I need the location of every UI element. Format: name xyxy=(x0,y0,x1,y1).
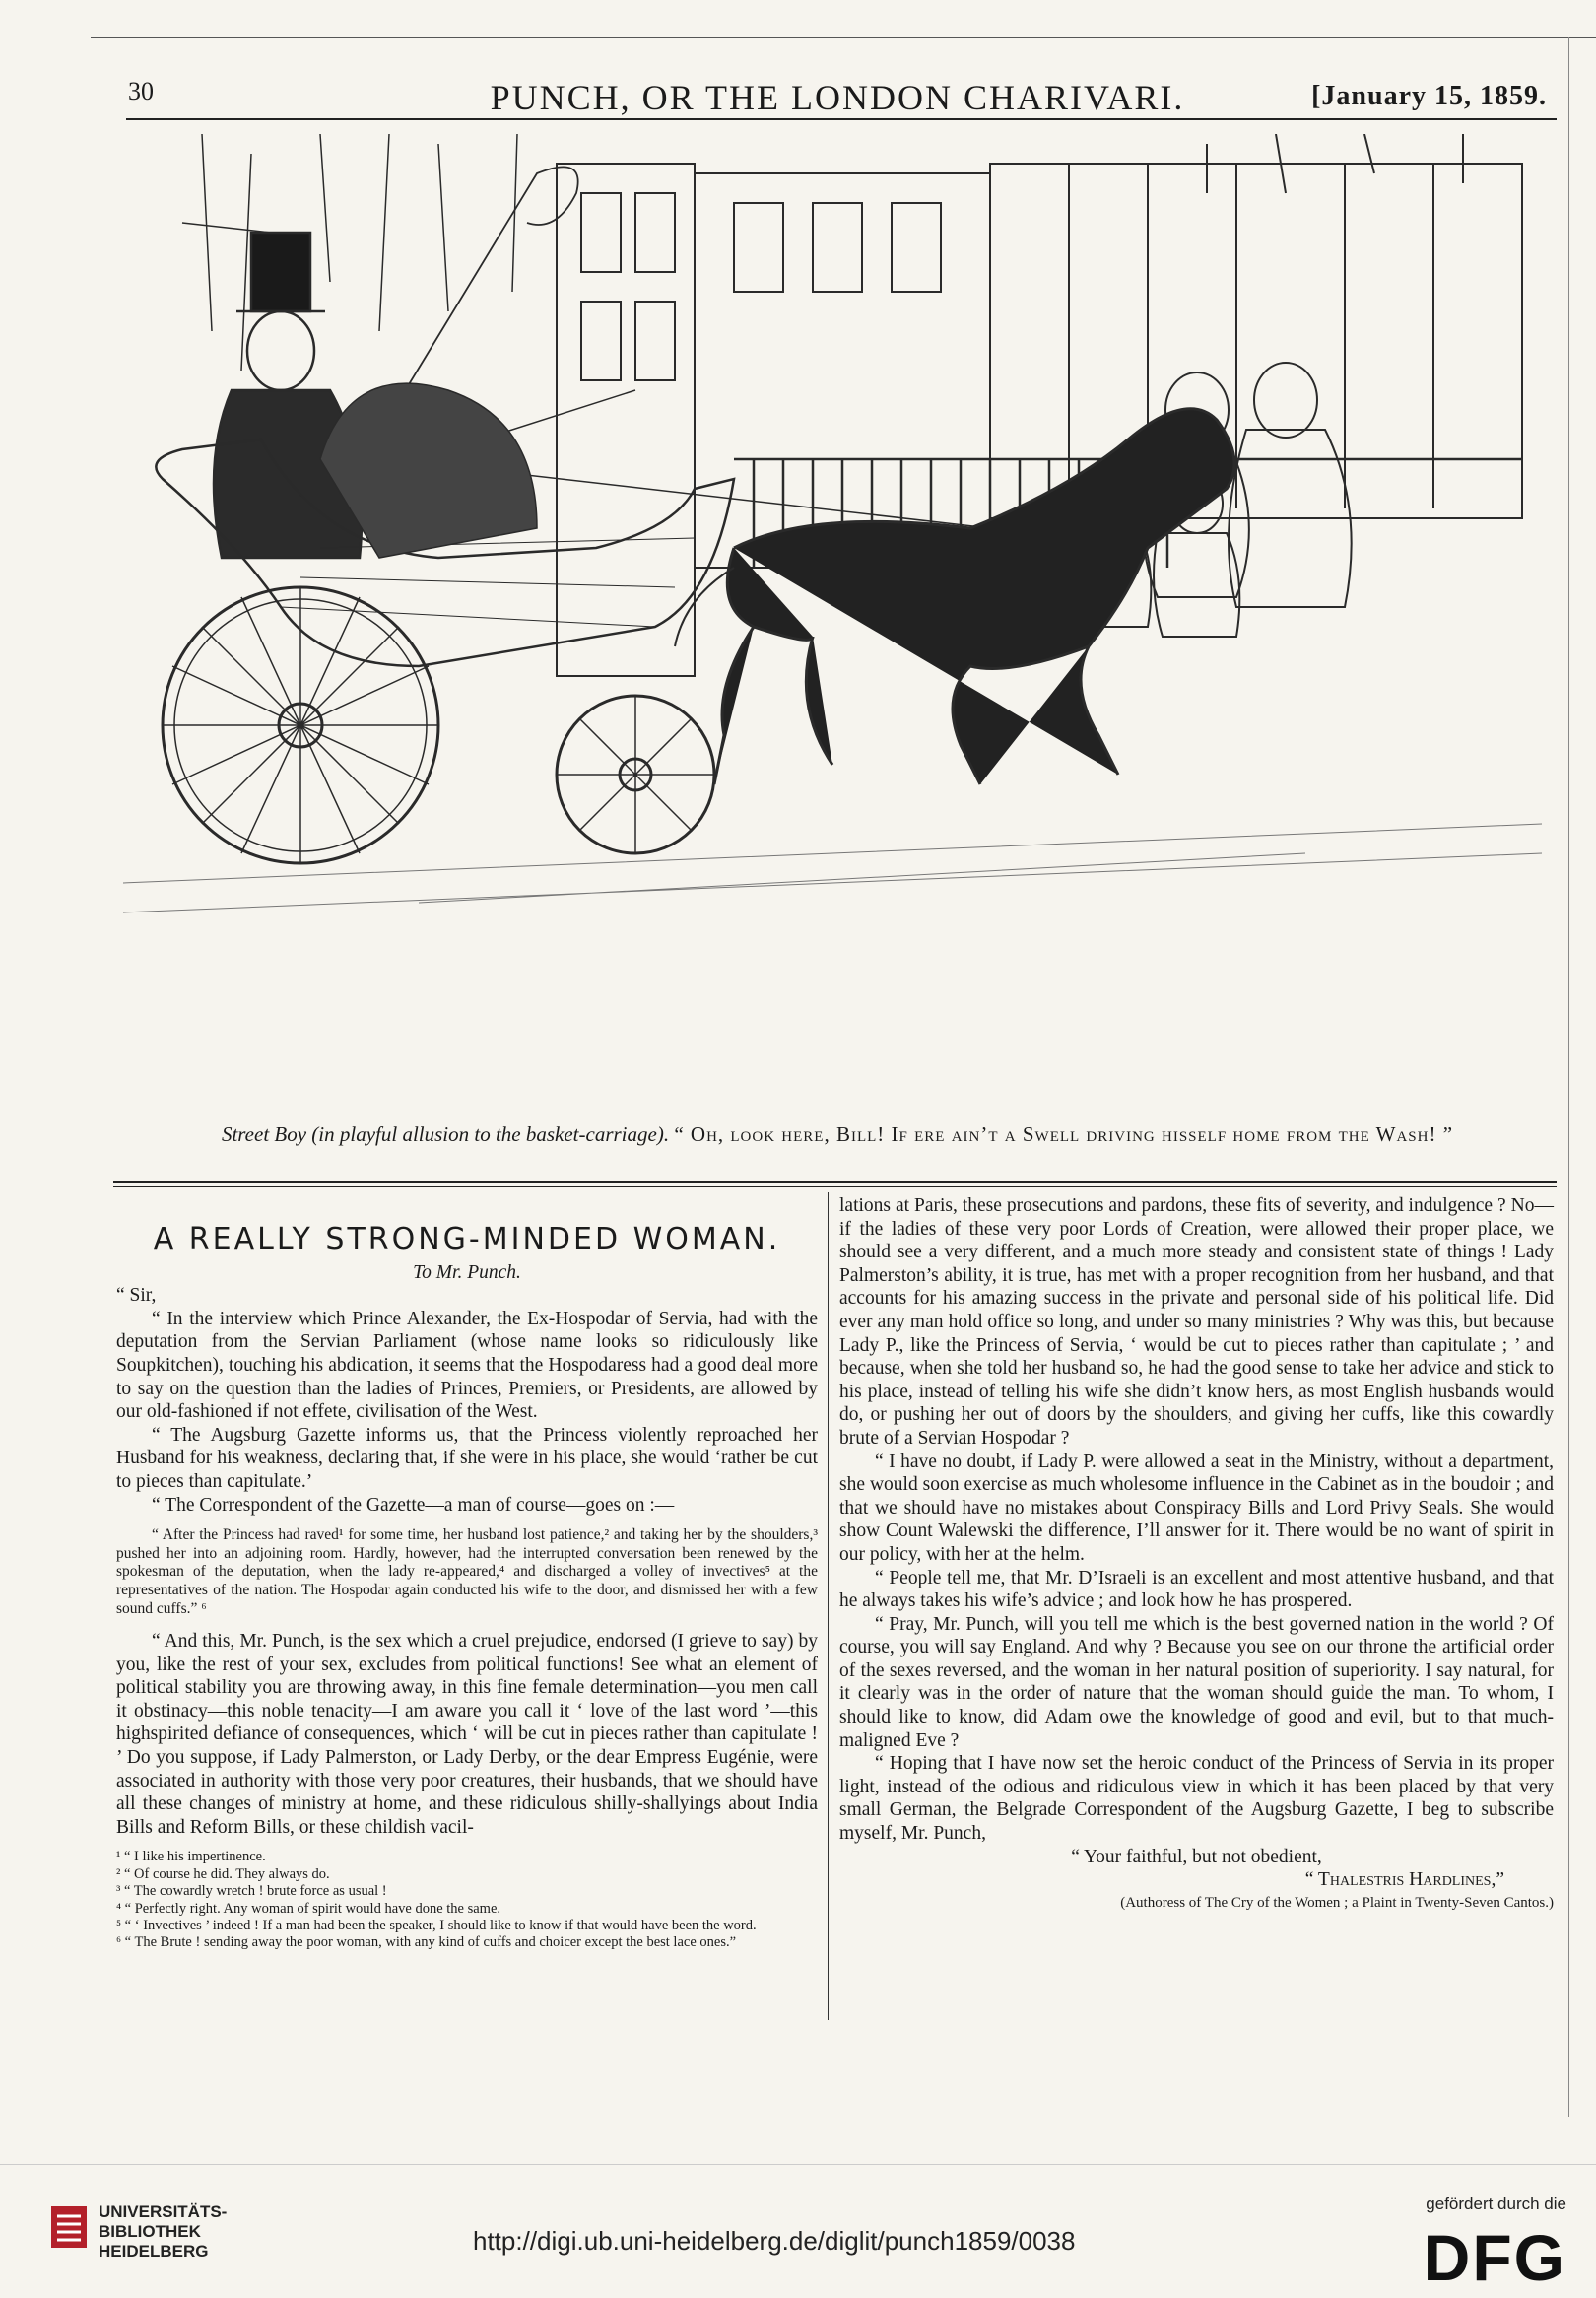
quotation-block: “ After the Princess had raved¹ for some time, her husband lost patience,² and taking her by the shoulders,³ pushed her into an adjoining room. Hardly, however, had the interrupted conversation been renewed by the spokesman of the deputation, when the lady re-appeared,⁴ and discharged a volley of invectives⁵ at the representatives of the nation. The Hospodar again conducted his wife to the door, and dismissed her with a few sound cuffs.” ⁶ xyxy=(116,1526,818,1617)
paragraph: “ The Correspondent of the Gazette—a man of course—goes on :— xyxy=(152,1494,675,1516)
heidelberg-library-logo-icon xyxy=(49,2204,89,2250)
authoress-note: (Authoress of The Cry of the Women ; a Plaint in Twenty-Seven Cantos.) xyxy=(1120,1894,1554,1911)
ground-hatching xyxy=(123,824,1542,912)
caption-quote: “ Oh, look here, Bill! If ere ain’t a Swell driving hisself home from the Wash! ” xyxy=(674,1122,1454,1146)
issue-date: [January 15, 1859. xyxy=(1311,81,1547,111)
section-rule-thin xyxy=(113,1186,1557,1187)
footnote: ³ “ The cowardly wretch ! brute force as usual ! xyxy=(116,1883,387,1900)
paragraph: “ Pray, Mr. Punch, will you tell me which is the best governed nation in the world ? Of course, you will say England. And why ? Because you see on our throne the artificial order of the sexes reversed, and the woman in her natural position of superiority. I say natural, for it clearly was in the order of nature that the woman should guide the man. To whom, I should like to know, did Adam owe the knowledge of good and evil, but to that much-maligned Eve ? xyxy=(839,1613,1554,1751)
illustration-basket-carriage xyxy=(123,134,1542,1110)
large-wheel xyxy=(163,587,438,863)
footnote: ¹ “ I like his impertinence. xyxy=(116,1849,266,1865)
column-rule xyxy=(828,1192,829,2020)
signoff: “ Your faithful, but not obedient, xyxy=(1071,1846,1322,1867)
section-rule xyxy=(113,1181,1557,1183)
small-wheel xyxy=(557,696,714,853)
footnote: ⁴ “ Perfectly right. Any woman of spirit would have done the same. xyxy=(116,1900,501,1917)
paragraph: “ People tell me, that Mr. D’Israeli is an excellent and most attentive husband, and that he always takes his wife’s advice ; and look how he has prospered. xyxy=(839,1567,1554,1612)
paragraph: “ In the interview which Prince Alexander, the Ex-Hospodar of Servia, had with the deputation from the Servian Parliament (whose name looks so ridiculously like Soupkitchen), touching his abdication, it seems that the Hospodaress had a good deal more to say on the question than the ladies of Princes, Premiers, or Presidents, are allowed by our old-fashioned if not effete, civilisation of the West. xyxy=(116,1308,818,1423)
caption-prefix: Street Boy (in playful allusion to the basket-carriage). xyxy=(221,1122,670,1146)
paragraph: “ I have no doubt, if Lady P. were allowed a seat in the Ministry, without a department, she would soon exercise as much wholesome influence in the Cabinet as in the boudoir ; and that we should have no mistakes about Conspiracy Bills and Lord Privy Seals. She would show Count Walewski the difference, I’ll answer for it. There would be no want of spirit in our policy, with her at the helm. xyxy=(839,1451,1554,1565)
paragraph: “ The Augsburg Gazette informs us, that the Princess violently reproached her Husband for his weakness, declaring that, if she were in his place, she would ‘rather be cut to pieces than capitulate.’ xyxy=(116,1424,818,1492)
library-name xyxy=(99,2202,227,2262)
article-left-column xyxy=(116,1194,818,1952)
paragraph: “ Hoping that I have now set the heroic conduct of the Princess of Servia in its proper light, instead of the odious and ridiculous view in which it has been placed by that very small German, the Belgrade Correspondent of the Augsburg Gazette, I beg to subscribe myself, Mr. Punch, xyxy=(839,1753,1554,1845)
masthead: PUNCH, OR THE LONDON CHARIVARI. xyxy=(490,78,1185,117)
permalink-url[interactable]: http://digi.ub.uni-heidelberg.de/diglit/punch1859/0038 xyxy=(473,2226,1076,2256)
paragraph: lations at Paris, these prosecutions and pardons, these fits of severity, and indulgence ? No—if the ladies of these very poor Lords of Creation, were allowed their proper place, we should see a very different, and a much more steady and consistent state of things ! Lady Palmerston’s ability, it is true, has met with a proper recognition from her husband, and that accounts for his amazing success in the private and personal side of his political life. Did ever any man hold office so long, and under so many ministries ? Why was this, but because Lady P., like the Princess of Servia, ‘ would be cut to pieces rather than capitulate ; ’ and because, when she told her husband so, he had the good sense to take her advice and stick to his place, instead of telling his wife she didn’t know hers, as most English husbands would do, or pushing her out of doors by the shoulders, and giving her cuffs, like this cowardly brute of a Servian Hospodar ? xyxy=(839,1195,1554,1449)
header-rule xyxy=(126,118,1557,120)
left-scenery xyxy=(182,134,517,371)
digitization-footer xyxy=(0,2164,1596,2298)
footnote: ² “ Of course he did. They always do. xyxy=(116,1865,330,1882)
gutter-rule xyxy=(1568,37,1569,2117)
signature: “ Thalestris Hardlines,” xyxy=(1304,1869,1504,1891)
library-name-line: BIBLIOTHEK xyxy=(99,2222,201,2241)
footnote: ⁵ “ ‘ Invectives ’ indeed ! If a man had been the speaker, I should like to know if that would have been the word. xyxy=(116,1918,757,1934)
page-number: 30 xyxy=(128,77,154,105)
dfg-logo: DFG xyxy=(1423,2221,1566,2294)
footnotes xyxy=(116,1849,818,1951)
library-name-line: HEIDELBERG xyxy=(99,2242,209,2261)
footnote: ⁶ “ The Brute ! sending away the poor woman, with any kind of cuffs and choicer except the best lace ones.” xyxy=(116,1934,737,1951)
article-right-column xyxy=(839,1194,1554,1915)
funding-note: gefördert durch die xyxy=(1426,2195,1566,2213)
running-head xyxy=(128,77,1547,117)
addressee: To Mr. Punch. xyxy=(413,1261,521,1283)
paragraph: “ And this, Mr. Punch, is the sex which a cruel prejudice, endorsed (I grieve to say) by you, like the rest of your sex, excludes from political functions! See what an element of political stability you are throwing away, in this fine female determination—you men call it obstinacy—this noble tenacity—I am aware you call it ‘ love of the last word ’—this highspirited defiance of consequences, which ‘ will be cut in pieces rather than capitulate ! ’ Do you suppose, if Lady Palmerston, or Lady Derby, or the dear Empress Eugénie, were associated in authority with those very poor creatures, their husbands, that we should have all these changes of ministry at home, and these ridiculous shilly-shallyings about India Bills and Reform Bills, or these childish vacil- xyxy=(116,1631,818,1838)
illustration-caption xyxy=(177,1119,1497,1149)
library-name-line: UNIVERSITÄTS- xyxy=(99,2202,228,2221)
salutation: “ Sir, xyxy=(116,1285,157,1307)
article-title: A REALLY STRONG-MINDED WOMAN. xyxy=(153,1222,781,1256)
